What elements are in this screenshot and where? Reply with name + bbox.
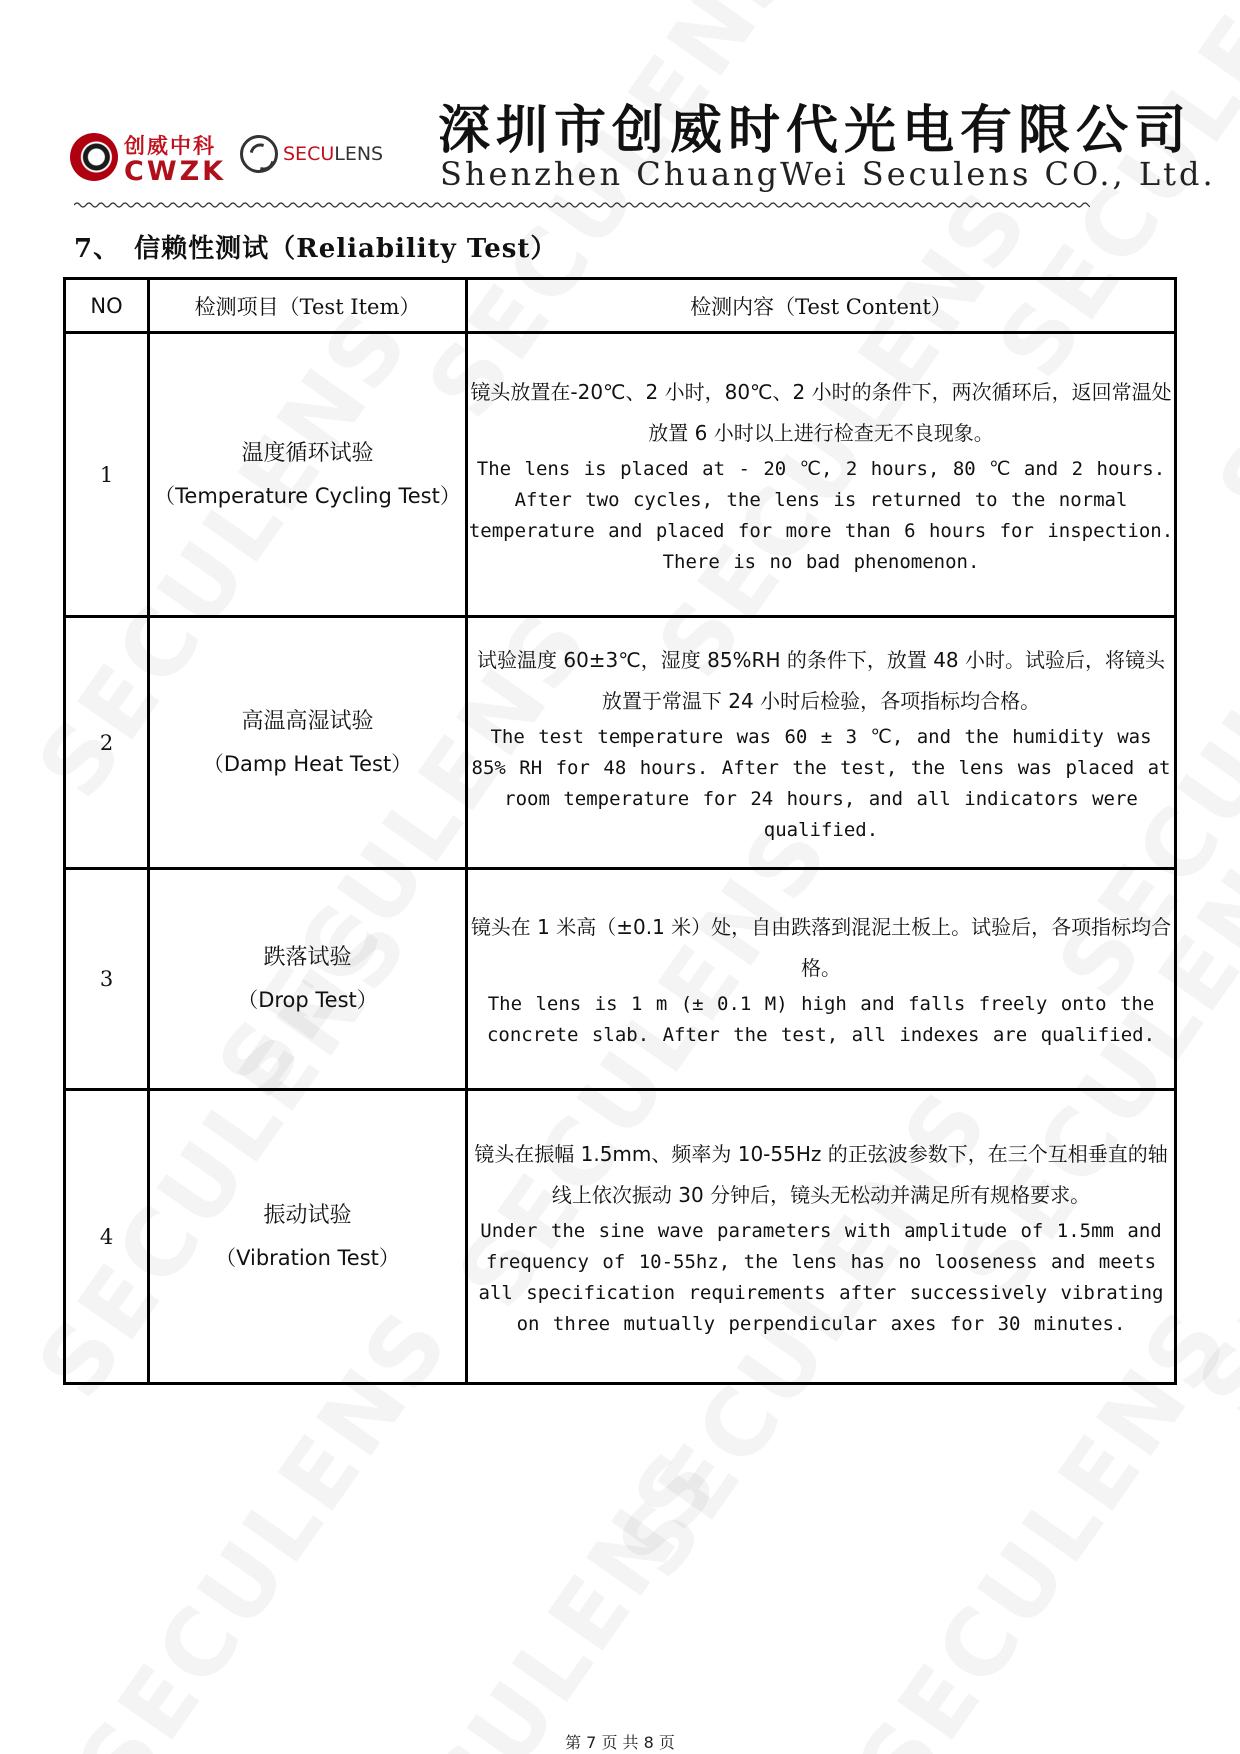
- row-number: 1: [65, 333, 149, 617]
- test-content-cell: [467, 1090, 1176, 1384]
- seculens-logo: [240, 133, 400, 177]
- row-number: 4: [65, 1090, 149, 1384]
- section-title-text: 信赖性测试（Reliability Test）: [134, 234, 558, 264]
- cwzk-logo: [70, 128, 230, 188]
- section-number: 7、: [74, 234, 121, 264]
- test-content-en: The lens is 1 m (± 0.1 M) high and falls freely onto the concrete slab. After the test, all indexes are qualified.: [486, 993, 1156, 1046]
- test-item-en: （Damp Heat Test）: [202, 751, 413, 776]
- test-item-cn: 温度循环试验: [241, 440, 374, 466]
- watermark-text: [1177, 910, 1240, 1437]
- company-name-en: Shenzhen ChuangWei Seculens CO., Ltd.: [440, 155, 1216, 193]
- reliability-test-table: [63, 277, 1177, 1385]
- test-item-en: （Vibration Test）: [215, 1245, 400, 1270]
- test-item-cell: [149, 333, 467, 617]
- test-content-cell: [467, 617, 1176, 869]
- table-row: [65, 869, 1176, 1090]
- test-content-cn: 试验温度 60±3℃，湿度 85%RH 的条件下，放置 48 小时。试验后，将镜头放置于常温下 24 小时后检验，各项指标均合格。: [476, 647, 1166, 713]
- header-test-item: 检测项目（Test Item）: [149, 279, 467, 333]
- test-content-en: Under the sine wave parameters with amplitude of 1.5mm and frequency of 10-55hz, the lens has no looseness and meets all specification requirements after successively vibrating on three mutually perpendicular axes for 30 minutes.: [478, 1219, 1164, 1335]
- test-item-cn: 跌落试验: [263, 945, 352, 970]
- test-content-cell: [467, 869, 1176, 1090]
- header-no: NO: [65, 279, 149, 333]
- document-header: [0, 0, 1240, 215]
- seculens-wordmark: SECULENS: [283, 143, 384, 165]
- test-content-cell: [467, 333, 1176, 617]
- test-item-cell: [149, 869, 467, 1090]
- watermark-text: [327, 1430, 740, 1754]
- test-item-cell: [149, 617, 467, 869]
- test-content-cn: 镜头放置在-20℃、2 小时，80℃、2 小时的条件下，两次循环后，返回常温处放置 6 小时以上进行检查无不良现象。: [470, 379, 1172, 445]
- company-name-cn: 深圳市创威时代光电有限公司: [438, 101, 1193, 161]
- cwzk-badge-icon: [70, 133, 118, 181]
- test-item-en: （Drop Test）: [237, 988, 378, 1012]
- cwzk-logo-en: CWZK: [124, 156, 227, 187]
- test-content-en: The test temperature was 60 ± 3 ℃, and the humidity was 85% RH for 48 hours. After the test, the lens was placed at room temperature for 24 hours, and all indicators were qualified.: [471, 725, 1171, 841]
- header-divider: [74, 200, 1090, 210]
- table-row: [65, 617, 1176, 869]
- test-item-cn: 高温高湿试验: [241, 708, 374, 734]
- test-item-cell: [149, 1090, 467, 1384]
- seculens-swirl-icon: [240, 135, 278, 173]
- header-test-content: 检测内容（Test Content）: [467, 279, 1176, 333]
- section-title: [74, 228, 557, 265]
- test-item-cn: 振动试验: [263, 1202, 352, 1228]
- table-row: [65, 333, 1176, 617]
- test-item-en: （Temperature Cycling Test）: [154, 483, 461, 508]
- test-content-cn: 镜头在 1 米高（±0.1 米）处，自由跌落到混泥土板上。试验后，各项指标均合格。: [470, 915, 1172, 980]
- test-content-en: The lens is placed at - 20 ℃, 2 hours, 80 ℃ and 2 hours. After two cycles, the lens is returned to the normal temperature and placed for more than 6 hours for inspection. There is no bad phenomenon.: [468, 457, 1174, 573]
- row-number: 3: [65, 869, 149, 1090]
- row-number: 2: [65, 617, 149, 869]
- cwzk-logo-cn: 创威中科: [124, 133, 216, 158]
- test-content-cn: 镜头在振幅 1.5mm、频率为 10-55Hz 的正弦波参数下，在三个互相垂直的轴线上依次振动 30 分钟后，镜头无松动并满足所有规格要求。: [474, 1141, 1168, 1207]
- table-header-row: [65, 279, 1176, 333]
- table-row: [65, 1090, 1176, 1384]
- page-footer: 第 7 页 共 8 页: [565, 1733, 675, 1752]
